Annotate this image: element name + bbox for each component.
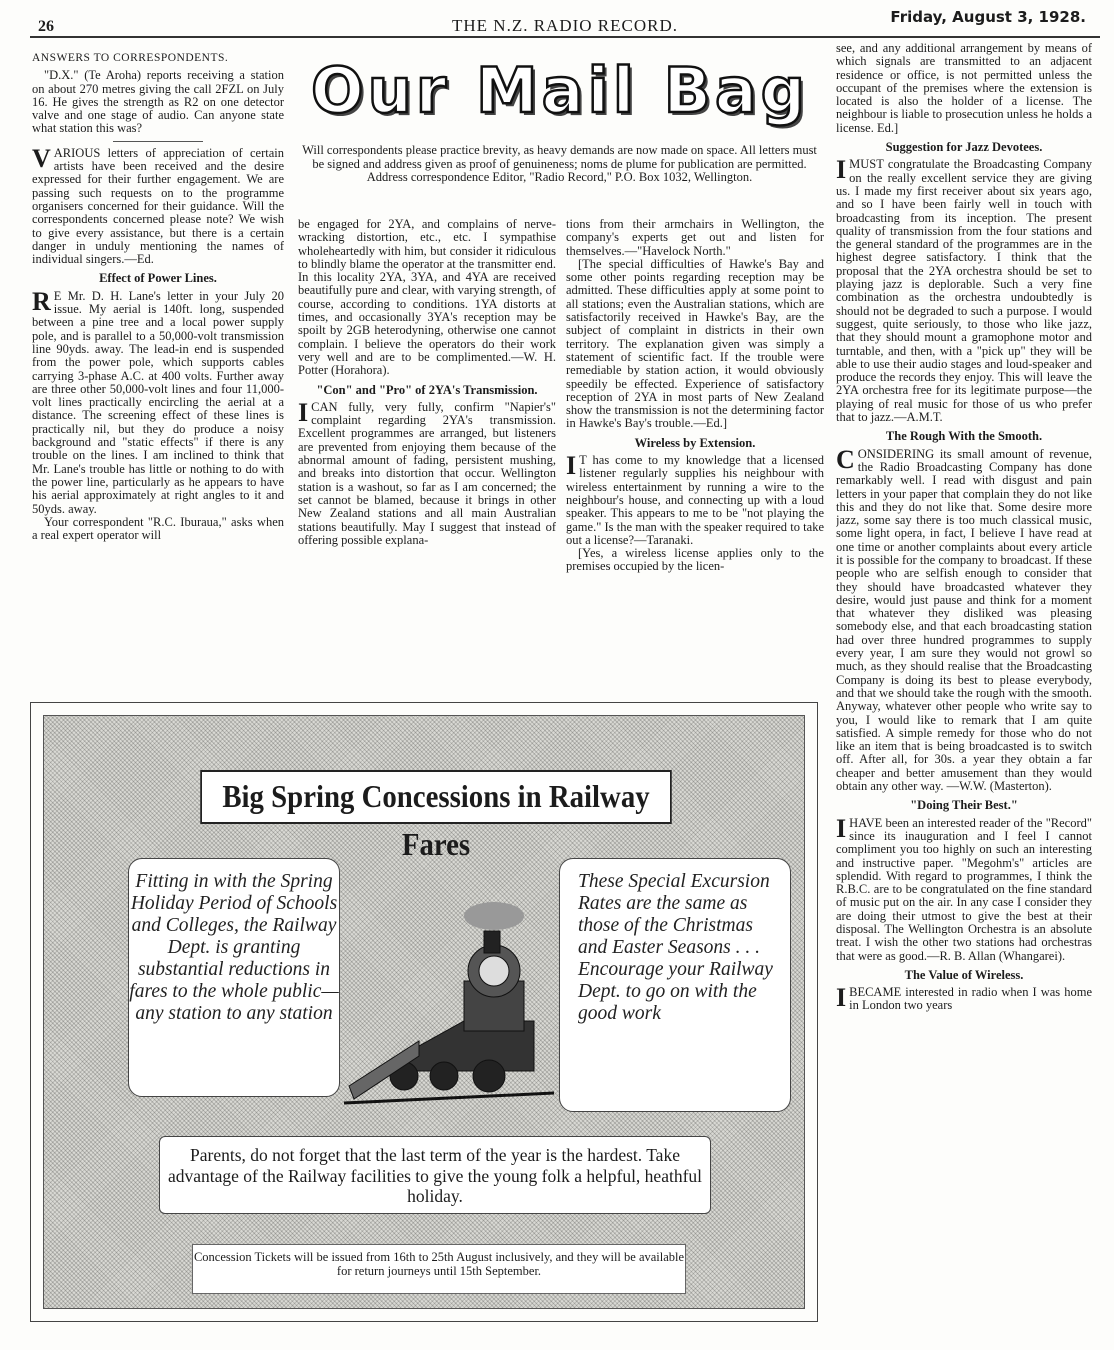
heading-con-pro: "Con" and "Pro" of 2YA's Transmission. bbox=[316, 382, 538, 397]
letter-extension: I T has come to my knowledge that a licensed listener regularly supplies his neighbour with wireless entertainment by running a wire to the neighbour's house, and connecting up with a loud speaker. This appears to me to be "not playing the game." Is the man with the speaker required to take out a license?—Taranaki. bbox=[566, 451, 824, 547]
drop-cap: I bbox=[836, 813, 847, 843]
answers-heading: ANSWERS TO CORRESPONDENTS. bbox=[32, 52, 229, 64]
ad-parents-note: Parents, do not forget that the last term of the year is the hardest. Take advantage of the Railway facilities to give the young folk a helpful, heathful holiday. bbox=[159, 1136, 711, 1214]
drop-cap: C bbox=[836, 444, 855, 474]
heading-doing-best: "Doing Their Best." bbox=[910, 798, 1018, 813]
divider bbox=[113, 141, 203, 142]
editor-note-license: [Yes, a wireless license applies only to the premises occupied by the licen- bbox=[566, 546, 824, 574]
column-3 bbox=[566, 218, 824, 692]
letter-various: VARIOUS letters of appreciation of certain artists have been received and the desire expressed for their further engagement. We are passing such requests on to the programme organisers concerned for their guidance. Will the correspondents concerned please note? We wish to give every assistance, but there is a certain danger in unduly mentioning the names of individual singers.—Ed. bbox=[32, 143, 284, 267]
drop-cap: I bbox=[836, 983, 847, 1013]
letter-operator: be engaged for 2YA, and complains of nerve-wracking distortion, etc., etc. I sympathise wholeheartedly with him, but consider it ridiculous to blindly blame the operator at the transmitter end. In this locality 2YA, 3YA, and 4YA are received beautifully pure and clear, with varying strength, of course, according to conditions. 1YA distorts at times, and occasionally 3YA's reception may be spoilt by 2GB heterodyning, otherwise one cannot complain. I believe the operators do their work very well and are to be complimented.—W. H. Potter (Horahora). bbox=[298, 218, 556, 378]
letter-havelock: tions from their armchairs in Wellington, the company's experts get out and listen for themselves.—"Havelock North." bbox=[566, 218, 824, 258]
issue-date: Friday, August 3, 1928. bbox=[890, 8, 1086, 26]
letter-value-wireless: IBECAME interested in radio when I was home in London two years bbox=[836, 983, 1092, 1013]
drop-cap: R bbox=[32, 286, 51, 316]
drop-cap: I bbox=[298, 397, 309, 427]
letter-jazz: IMUST congratulate the Broadcasting Company on the really excellent service they are giving us. I made my first receiver about six years ago, and so I have been fairly well in touch with broadcasting from its inception. The present quality of transmission from the four stations and the general standard of the programmes are in the highest degree satisfactory. I think that the proposal that the 2YA orchestra should be set to playing jazz is deplorable. Such a very fine combination as the orchestra undoubtedly is should not be degraded to such a purpose. I would suggest, quite seriously, to those who like jazz, that they should mount a gramophone motor and turntable, and then, with a "pick up" they will be able to use their audio stages and loud-speaker and produce the records they enjoy. This will leave the 2YA orchestra free for its legitimate purpose—the playing of real music for those of us who prefer that to jazz.—A.M.T. bbox=[836, 155, 1092, 425]
drop-cap: I bbox=[836, 155, 847, 185]
heading-jazz: Suggestion for Jazz Devotees. bbox=[885, 140, 1043, 155]
mailbag-logo-text: Our Mail Bag bbox=[310, 54, 810, 127]
ad-title: Big Spring Concessions in Railway Fares bbox=[200, 770, 672, 824]
heading-rough-smooth: The Rough With the Smooth. bbox=[885, 429, 1043, 444]
heading-power-lines: Effect of Power Lines. bbox=[99, 271, 217, 286]
page-number: 26 bbox=[38, 18, 54, 35]
editor-note-hawkes-bay: [The special difficulties of Hawke's Bay and some other points regarding reception may be admitted. These difficulties apply at some point to all stations; even the Australian stations, which are satisfactorily received in Hawke's Bay, are the subject of complaint in districts in their own territory. The explanation given was simply a statement of scientific fact. If the trouble were remediable by station action, it would obviously speedily be effected. Experience of satisfactory reception of 2YA in most parts of New Zealand show the transmission is not the determining factor in Hawke's Bay's trouble.—Ed.] bbox=[566, 256, 824, 431]
masthead-rule bbox=[30, 36, 1100, 38]
column-2 bbox=[298, 218, 556, 692]
mailbag-intro: Will correspondents please practice brevity, as heavy demands are now made on space. All letters must be signed and address given as proof of genuineness; noms de plume for publication are permitted. Address correspondence Editor, "Radio Record," P.O. Box 1032, Wellington. bbox=[302, 143, 817, 184]
ad-halftone-panel bbox=[43, 715, 805, 1309]
mailbag-logo bbox=[300, 52, 820, 134]
drop-cap: V bbox=[32, 143, 51, 173]
letter-power-lines-cont: Your correspondent "R.C. Iburaua," asks when a real expert operator will bbox=[32, 514, 284, 543]
locomotive-illustration bbox=[344, 871, 554, 1111]
railway-advertisement bbox=[30, 702, 818, 1322]
heading-extension: Wireless by Extension. bbox=[634, 435, 756, 450]
drop-cap: I bbox=[566, 451, 577, 481]
answer-dx: "D.X." (Te Aroha) reports receiving a station on about 270 metres giving the call 2FZL on July 16. He gives the strength as R2 on one detector valve and one stage of audio. Can anyone state what station this was? bbox=[32, 68, 284, 136]
ad-left-text: Fitting in with the Spring Holiday Period of Schools and Colleges, the Railway Dept. is granting substantial reductions in fares to the whole public—any station to any station bbox=[128, 858, 340, 1097]
editor-note-license-cont: see, and any additional arrangement by means of which signals are transmitted to an adjacent residence or office, is not permitted unless the occupant of the premises where the extension is located is also the holder of a license. The neighbour is liable to prosecution unless he holds a license. Ed.] bbox=[836, 42, 1092, 135]
letter-rough-smooth: CONSIDERING its small amount of revenue, the Radio Broadcasting Company has done remarkably well. I read with disgust and pain letters in your paper that complain they do not like this and they do not like that. Some desire more jazz, some say there is too much classical music, some light opera, in fact, I believe I have read at one time or another complaints about every article it is possible for the company to broadcast. If these people who are selfish enough to consider that they should have broadcasted whatever they desire, would just pause and think for a moment that whatever they disliked was pleasing somebody else, and that each broadcasting station had over three hundred programmes to supply every year, I am sure they would not growl so much, as they should realise that the Broadcasting Company is doing its best to please everybody, and that we should take the rough with the smooth. Anyway, whatever other people who write say to you, I would like to remark that I am quite satisfied. A simple remedy for those who do not like an item that is being broadcasted is to switch off. After all, for 30s. a year they obtain a far cheaper and better amusement than they would obtain any other way. —W.W. (Masterton). bbox=[836, 444, 1092, 794]
letter-confirm: ICAN fully, very fully, confirm "Napier's" complaint regarding 2YA's transmission. Excellent programmes are arranged, but listeners are prevented from enjoying them because of the abnormal amount of fading, persistent mushing, and breaks into distortion that occur. Wellington station is a washout, so far as I am concerned; the set cannot be blamed, because it brings in other New Zealand stations and all main Australian stations beautifully. May I suggest that instead of offering possible explana- bbox=[298, 397, 556, 547]
column-1 bbox=[32, 52, 284, 692]
letter-doing-best: IHAVE been an interested reader of the "Record" since its inauguration and I feel I cannot compliment you too highly on such an interesting and instructive paper. "Megohm's" articles are splendid. With regard to programmes, I think the R.B.C. are to be congratulated on the fine standard of music put on the air. In any case I consider they are doing their utmost to give the best at their disposal. The Wellington Orchestra is an absolute treat. I wish the other two stations had orchestras that were as good.—R. B. Allan (Whangarei). bbox=[836, 813, 1092, 963]
masthead bbox=[30, 8, 1100, 34]
letter-power-lines: R E Mr. D. H. Lane's letter in your July 20 issue. My aerial is 140ft. long, suspended between a pine tree and a local power supply pole, and is parallel to a 50,000-volt transmission line 90yds. away. The lead-in end is suspended from the power pole, which supports cables carrying 3-phase A.C. at 400 volts. Further away are three other 50,000-volt lines and four 11,000-volt lines practically encircling the aerial at a distance. The screening effect of these lines is practically nil, but they do produce a noisy background and "static effects" if there is any trouble on the lines. I am inclined to think that Mr. Lane's trouble has little or nothing to do with the power line, particularly as he appears to have his aerial approximately at right angles to it and 50yds. away. bbox=[32, 286, 284, 516]
ad-right-text: These Special Excursion Rates are the same as those of the Christmas and Easter Seasons . . . Encourage your Railway Dept. to go on with the good work bbox=[559, 858, 791, 1112]
heading-value-wireless: The Value of Wireless. bbox=[904, 967, 1024, 982]
column-4 bbox=[836, 42, 1092, 1322]
ad-footnote: Concession Tickets will be issued from 16th to 25th August inclusively, and they will be available for return journeys until 15th September. bbox=[192, 1244, 686, 1294]
publication-title: THE N.Z. RADIO RECORD. bbox=[452, 16, 678, 35]
